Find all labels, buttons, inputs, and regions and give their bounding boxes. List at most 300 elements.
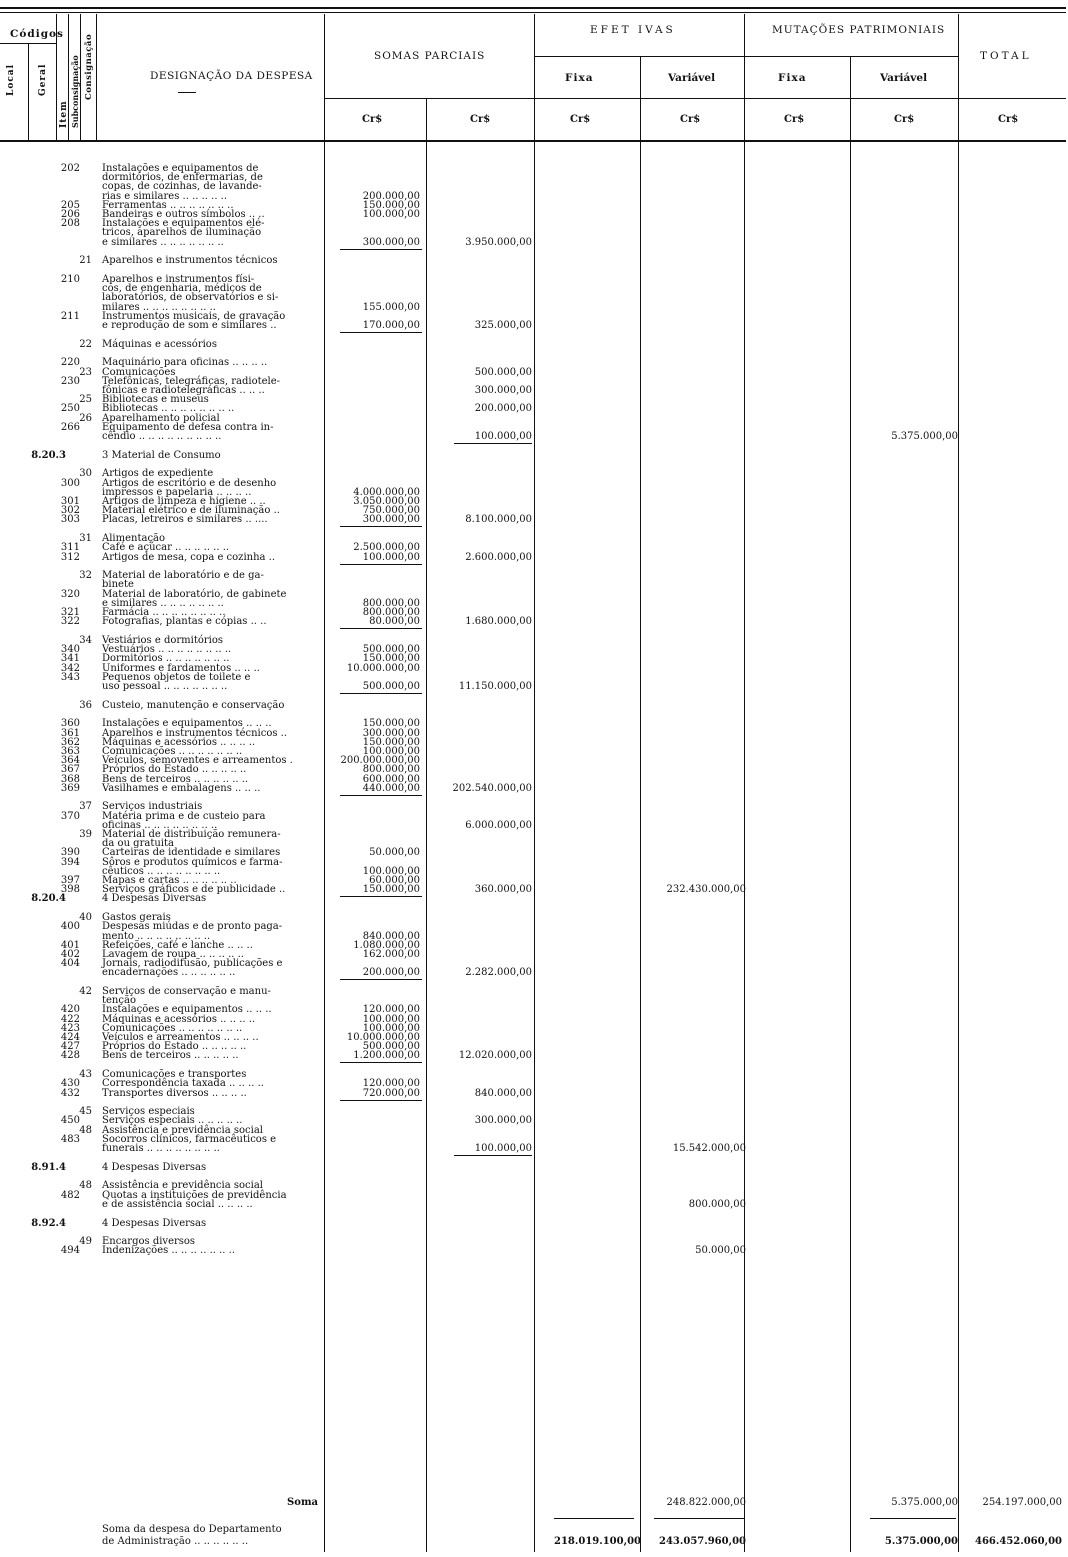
somas-parciais-2: 500.000,00 [474,366,532,378]
header-codigos: Códigos [10,28,64,40]
header-subconsignacao: Subconsignação [70,55,80,128]
row-description: Próprios do Estado .. .. .. .. .. [102,1041,247,1053]
hdr-sep-1 [28,44,29,140]
subconsignacao-code: 48 [79,1124,92,1136]
item-code: 398 [60,884,80,896]
row-description: cêndio .. .. .. .. .. .. .. .. .. [102,431,222,442]
group-total-rule [454,443,532,444]
item-code: 311 [60,542,80,554]
row-description: Placas, letreiros e similares .. .... [102,514,268,526]
table-row [0,320,1068,331]
header-geral: Geral [38,63,48,96]
item-code: 361 [60,727,80,739]
row-description: Aparelhos e instrumentos físi- [102,274,255,285]
row-description: copas, de cozinhas, de lavande- [102,181,262,193]
somas-parciais-1: 800.000,00 [362,764,420,776]
table-row [0,1050,1068,1061]
efetivas-variavel: 15.542.000,00 [672,1143,746,1154]
somas-parciais-1: 200.000,00 [362,190,420,202]
somas-parciais-2: 200.000,00 [474,403,532,415]
row-description: tricos, aparelhos de iluminação [102,227,262,239]
header-variavel-2: Variável [880,72,928,84]
item-code: 423 [60,1022,80,1034]
item-code: 390 [60,847,80,859]
table-row [0,1245,1068,1256]
row-description: Alimentação [102,533,166,545]
item-code: 321 [60,607,80,618]
somas-parciais-1: 1.080.000,00 [353,939,420,951]
somas-parciais-1: 300.000,00 [362,236,420,248]
table-row [0,783,1068,794]
final-row-1 [0,1524,1068,1535]
row-description: Próprios do Estado .. .. .. .. .. [102,764,247,776]
subconsignacao-code: 26 [79,412,92,424]
row-description: Dormitórios .. .. .. .. .. .. .. [102,653,230,665]
somas-parciais-2: 8.100.000,00 [465,514,532,526]
somas-parciais-1: 120.000,00 [362,1078,420,1090]
subtotal-rule [340,693,422,694]
table-row [0,700,1068,711]
somas-parciais-1: 100.000,00 [362,745,420,757]
row-description: Comunicações .. .. .. .. .. .. .. [102,745,243,757]
row-description: Artigos de escritório e de desenho [102,477,277,489]
item-code: 402 [60,948,80,960]
final-fixa: 218.019.100,00 [554,1536,641,1547]
header-designacao: DESIGNAÇÃO DA DESPESA [150,70,313,82]
subconsignacao-code: 23 [79,366,92,378]
somas-parciais-1: 150.000,00 [362,736,420,748]
section-code: 8.91.4 [31,1161,66,1173]
table-row [0,255,1068,266]
header-item: Item [59,100,69,128]
table-row [0,1162,1068,1173]
row-description: Bens de terceiros .. .. .. .. .. [102,1050,239,1062]
item-code: 401 [60,939,80,951]
row-description: encadernações .. .. .. .. .. .. [102,967,236,979]
row-description: Serviços gráficos e de publicidade .. [102,884,286,896]
row-description: Assistência e previdência social [102,1124,263,1136]
subconsignacao-code: 22 [79,338,92,350]
somas-parciais-1: 80.000,00 [369,616,420,628]
table-row [0,514,1068,525]
somas-parciais-1: 155.000,00 [362,301,420,313]
row-description: Quotas a instituições de previdência [102,1189,287,1201]
row-description: Instalações e equipamentos de [102,163,259,174]
header-somas-parciais: SOMAS PARCIAIS [374,50,486,62]
row-description: milares .. .. .. .. .. .. .. .. [102,301,216,313]
item-code: 427 [60,1041,80,1053]
soma-mut-variavel: 5.375.000,00 [891,1497,958,1508]
subconsignacao-code: 39 [79,829,92,840]
row-description: da ou gratuita [102,838,174,850]
row-description: Comunicações .. .. .. .. .. .. .. [102,1022,243,1034]
table-row [0,552,1068,563]
item-code: 397 [60,875,80,886]
currency-1: Cr$ [362,114,383,125]
row-description: Encargos diversos [102,1236,196,1248]
somas-parciais-2: 2.600.000,00 [465,551,532,563]
subconsignacao-code: 37 [79,801,92,813]
table-row [0,1218,1068,1229]
subtotal-rule [340,249,422,250]
row-description: 4 Despesas Diversas [102,893,207,905]
subconsignacao-code: 21 [79,255,92,267]
header-bottom-rule [0,140,1066,142]
hdr-sep-5 [96,14,97,140]
subconsignacao-code: 25 [79,394,92,406]
row-description: Vestuários .. .. .. .. .. .. .. .. [102,644,232,656]
somas-parciais-1: 4.000.000,00 [353,486,420,498]
somas-parciais-1: 300.000,00 [362,727,420,739]
subtotal-rule [340,564,422,565]
somas-parciais-1: 200.000,00 [362,967,420,979]
somas-parciais-1: 170.000,00 [362,320,420,331]
somas-parciais-1: 60.000,00 [369,875,420,886]
row-description: Bandeiras e outros símbolos .. .. [102,209,265,220]
somas-parciais-1: 162.000,00 [362,948,420,960]
final-label-2: de Administração .. .. .. .. .. .. [102,1536,249,1547]
somas-parciais-1: 120.000,00 [362,1004,420,1016]
row-description: mento .. .. .. .. .. .. .. .. [102,930,211,942]
somas-parciais-1: 500.000,00 [362,1041,420,1053]
item-code: 363 [60,745,80,757]
final-variavel: 243.057.960,00 [659,1536,746,1547]
somas-parciais-1: 100.000,00 [362,209,420,220]
row-description: Serviços especiais .. .. .. .. .. [102,1115,243,1127]
item-code: 301 [60,496,80,507]
somas-parciais-1: 150.000,00 [362,653,420,665]
somas-parciais-2: 360.000,00 [474,884,532,896]
row-description: fônicas e radiotelegráficas .. .. .. [102,385,265,396]
row-description: e similares .. .. .. .. .. .. .. [102,236,224,248]
row-description: Máquinas e acessórios .. .. .. .. [102,736,256,748]
somas-parciais-1: 440.000,00 [362,782,420,794]
final-mut-variavel: 5.375.000,00 [884,1536,958,1547]
efetivas-variavel: 50.000,00 [695,1245,746,1257]
subtotal-rule [340,979,422,980]
somas-parciais-1: 150.000,00 [362,718,420,730]
row-description: Máquinas e acessórios .. .. .. .. [102,1013,256,1025]
item-code: 342 [60,662,80,674]
soma-rule-2 [654,1518,744,1519]
somas-parciais-1: 100.000,00 [362,1022,420,1034]
currency-rule [324,98,1066,99]
item-code: 208 [60,218,80,230]
header-mutacoes: MUTAÇÕES PATRIMONIAIS [772,24,946,36]
row-description: Correspondência taxada .. .. .. .. [102,1078,264,1090]
section-code: 8.20.3 [31,449,66,461]
subconsignacao-code: 34 [79,634,92,646]
row-description: oficinas .. .. .. .. .. .. .. .. [102,819,218,831]
row-description: Bens de terceiros .. .. .. .. .. .. [102,773,249,785]
hdr-sep-3 [68,14,69,140]
somas-parciais-1: 1.200.000,00 [353,1050,420,1062]
row-description: Aparelhos e instrumentos técnicos [102,255,278,267]
subconsignacao-code: 32 [79,570,92,582]
item-code: 210 [60,274,80,285]
header-efetivas: EFET IVAS [590,24,676,36]
table-row [0,1088,1068,1099]
row-description: uso pessoal .. .. .. .. .. .. .. [102,680,228,692]
row-description: Ferramentas .. .. .. .. .. .. .. [102,199,234,211]
row-description: Vasilhames e embalagens .. .. .. [102,782,261,794]
row-description: Fotografias, plantas e cópias .. .. [102,616,267,628]
item-code: 370 [60,810,80,822]
row-description: tenção [102,995,136,1007]
mutacoes-variavel: 5.375.000,00 [891,431,958,442]
somas-parciais-1: 100.000,00 [362,865,420,877]
item-code: 360 [60,718,80,730]
subtotal-rule [340,628,422,629]
row-description: Máquinas e acessórios [102,338,217,350]
somas-parciais-1: 150.000,00 [362,884,420,896]
item-code: 400 [60,921,80,933]
table-row [0,450,1068,461]
final-label-1: Soma da despesa do Departamento [102,1524,282,1535]
row-description: 3 Material de Consumo [102,449,221,461]
somas-parciais-1: 10.000.000,00 [346,662,420,674]
row-description: dormitórios, de enfermarias, de [102,172,263,184]
row-description: Equipamento de defesa contra in- [102,421,274,433]
row-description: Serviços industriais [102,801,203,813]
item-code: 369 [60,782,80,794]
item-code: 266 [60,421,80,433]
item-code: 250 [60,403,80,415]
row-description: Indenizações .. .. .. .. .. .. .. [102,1245,236,1257]
somas-parciais-2: 100.000,00 [474,1143,532,1154]
currency-2: Cr$ [470,114,491,125]
row-description: Artigos de limpeza e higiene .. .. [102,496,266,507]
hdr-sep-4 [80,14,81,140]
soma-rule-3 [870,1518,956,1519]
currency-7: Cr$ [998,114,1019,125]
row-description: Material de laboratório, de gabinete [102,588,287,600]
row-description: Pequenos objetos de toilete e [102,671,251,683]
somas-parciais-1: 800.000,00 [362,607,420,618]
row-description: Instrumentos musicais, de gravação [102,310,286,322]
item-code: 450 [60,1115,80,1127]
item-code: 300 [60,477,80,489]
somas-parciais-1: 50.000,00 [369,847,420,859]
somas-parciais-2: 840.000,00 [474,1087,532,1099]
item-code: 367 [60,764,80,776]
final-row-2 [0,1536,1068,1547]
item-code: 482 [60,1189,80,1201]
somas-parciais-1: 100.000,00 [362,1013,420,1025]
row-description: cêuticos .. .. .. .. .. .. .. .. [102,865,221,877]
row-description: Material de laboratório e de ga- [102,570,264,582]
soma-rule-1 [554,1518,634,1519]
item-code: 340 [60,644,80,656]
row-description: e de assistência social .. .. .. .. [102,1198,253,1210]
item-code: 428 [60,1050,80,1062]
currency-3: Cr$ [570,114,591,125]
subheader-rule [534,56,958,57]
row-description: Assistência e previdência social [102,1180,263,1192]
item-code: 206 [60,209,80,220]
row-description: cos, de engenharia, médicos de [102,283,262,295]
somas-parciais-2: 300.000,00 [474,385,532,396]
row-description: Material de distribuição remunera- [102,829,281,840]
table-row [0,237,1068,248]
somas-parciais-1: 750.000,00 [362,505,420,517]
row-description: Material elétrico e de iluminação .. [102,505,280,517]
hdr-sep-2 [56,14,57,140]
header-total: TOTAL [980,50,1032,62]
header-variavel-1: Variável [668,72,716,84]
row-description: Comunicações e transportes [102,1069,247,1081]
table-row [0,681,1068,692]
somas-parciais-1: 600.000,00 [362,773,420,785]
row-description: Jornais, radiodifusão, publicações e [102,958,283,970]
row-description: Socorros clínicos, farmacêuticos e [102,1133,277,1145]
item-code: 302 [60,505,80,517]
item-code: 312 [60,551,80,563]
row-description: Comunicações [102,366,176,378]
currency-5: Cr$ [784,114,805,125]
subconsignacao-code: 43 [79,1069,92,1081]
row-description: Refeições, café e lanche .. .. .. [102,939,253,951]
item-code: 394 [60,856,80,868]
row-description: Artigos de mesa, copa e cozinha .. [102,551,276,563]
table-row [0,339,1068,350]
somas-parciais-1: 720.000,00 [362,1087,420,1099]
item-code: 420 [60,1004,80,1016]
soma-row [0,1497,1068,1508]
item-code: 483 [60,1133,80,1145]
somas-parciais-2: 12.020.000,00 [458,1050,532,1062]
header-local: Local [6,63,16,96]
soma-variavel: 248.822.000,00 [666,1497,746,1508]
row-description: funerais .. .. .. .. .. .. .. .. [102,1143,220,1154]
subconsignacao-code: 40 [79,912,92,924]
row-description: Matéria prima e de custeio para [102,810,266,822]
item-code: 432 [60,1087,80,1099]
efetivas-variavel: 232.430.000,00 [666,884,746,896]
subconsignacao-code: 36 [79,699,92,711]
item-code: 362 [60,736,80,748]
somas-parciais-1: 100.000,00 [362,551,420,563]
somas-parciais-1: 500.000,00 [362,644,420,656]
somas-parciais-2: 2.282.000,00 [465,967,532,979]
row-description: Veículos e arreamentos .. .. .. .. [102,1032,259,1043]
header-fixa-1: Fixa [565,72,594,84]
item-code: 341 [60,653,80,665]
item-code: 211 [60,310,80,322]
row-description: laboratórios, de observatórios e si- [102,292,279,304]
somas-parciais-2: 6.000.000,00 [465,819,532,831]
subtotal-rule [340,1062,422,1063]
somas-parciais-2: 300.000,00 [474,1115,532,1127]
table-row [0,616,1068,627]
row-description: Farmácia .. .. .. .. .. .. .. .. [102,607,226,618]
table-row [0,1143,1068,1154]
somas-parciais-1: 2.500.000,00 [353,542,420,554]
top-rule [0,7,1066,9]
efetivas-variavel: 800.000,00 [688,1198,746,1210]
row-description: impressos e papelaria .. .. .. .. [102,486,252,498]
row-description: Carteiras de identidade e similares [102,847,281,859]
item-code: 343 [60,671,80,683]
somas-parciais-2: 11.150.000,00 [458,680,532,692]
somas-parciais-2: 1.680.000,00 [465,616,532,628]
top-rule-2 [0,12,1066,13]
soma-total: 254.197.000,00 [982,1497,1062,1508]
row-description: Maquinário para oficinas .. .. .. .. [102,357,268,369]
somas-parciais-2: 100.000,00 [474,431,532,442]
row-description: Serviços de conservação e manu- [102,986,271,997]
row-description: Transportes diversos .. .. .. .. [102,1087,247,1099]
section-code: 8.92.4 [31,1217,66,1229]
row-description: Instalações e equipamentos .. .. .. [102,1004,272,1016]
somas-parciais-1: 800.000,00 [362,597,420,609]
item-code: 230 [60,375,80,387]
row-description: 4 Despesas Diversas [102,1217,207,1229]
designacao-dash [178,92,196,93]
row-description: 4 Despesas Diversas [102,1161,207,1173]
header-consignacao: Consignação [84,33,94,100]
subconsignacao-code: 45 [79,1106,92,1118]
item-code: 205 [60,199,80,211]
somas-parciais-2: 3.950.000,00 [465,236,532,248]
row-description: Instalações e equipamentos .. .. .. [102,718,272,730]
somas-parciais-2: 325.000,00 [474,320,532,331]
row-description: Despesas miúdas e de pronto paga- [102,921,283,933]
item-code: 368 [60,773,80,785]
somas-parciais-2: 202.540.000,00 [452,782,532,794]
row-description: Mapas e cartas .. .. .. .. .. .. [102,875,237,886]
subtotal-rule [340,526,422,527]
somas-parciais-1: 500.000,00 [362,680,420,692]
row-description: rias e similares .. .. .. .. .. [102,190,228,202]
row-description: e similares .. .. .. .. .. .. .. [102,597,224,609]
subconsignacao-code: 30 [79,468,92,480]
row-description: Sôros e produtos químicos e farma- [102,856,283,868]
row-description: Aparelhos e instrumentos técnicos .. [102,727,288,739]
item-code: 202 [60,163,80,174]
row-description: Uniformes e fardamentos .. .. .. [102,662,260,674]
currency-4: Cr$ [680,114,701,125]
row-description: Bibliotecas .. .. .. .. .. .. .. .. [102,403,235,415]
item-code: 494 [60,1245,80,1257]
somas-parciais-1: 840.000,00 [362,930,420,942]
subtotal-rule [340,795,422,796]
table-row [0,431,1068,442]
item-code: 364 [60,755,80,767]
item-code: 430 [60,1078,80,1090]
subtotal-rule [340,1100,422,1101]
row-description: Vestiários e dormitórios [102,634,223,646]
soma-label: Soma [287,1497,318,1508]
somas-parciais-1: 300.000,00 [362,514,420,526]
item-code: 322 [60,616,80,628]
row-description: Instalações e equipamentos elé- [102,218,265,230]
item-code: 404 [60,958,80,970]
row-description: binete [102,579,134,591]
somas-parciais-1: 3.050.000,00 [353,496,420,507]
somas-parciais-1: 200.000.000,00 [340,755,420,767]
row-description: e reprodução de som e similares .. [102,320,277,331]
item-code: 303 [60,514,80,526]
section-code: 8.20.4 [31,893,66,905]
item-code: 320 [60,588,80,600]
row-description: Bibliotecas e museus [102,394,209,406]
row-description: Artigos de expediente [102,468,214,480]
subconsignacao-code: 49 [79,1236,92,1248]
row-description: Serviços especiais [102,1106,195,1118]
row-description: Telefônicas, telegráficas, radiotele- [102,375,281,387]
row-description: Café e açúcar .. .. .. .. .. .. [102,542,230,554]
